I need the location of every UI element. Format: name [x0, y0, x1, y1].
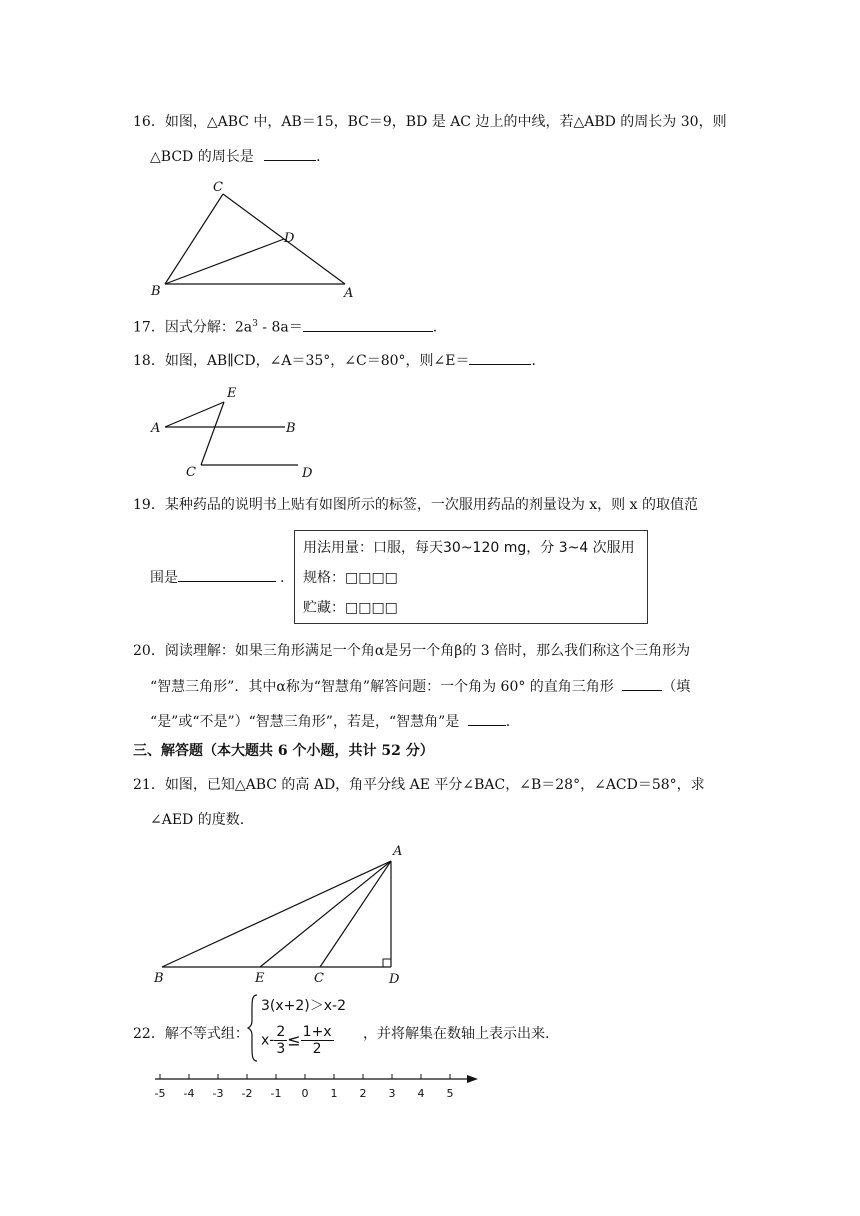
q18-label-d: D	[302, 466, 313, 481]
q21-line1: 21．如图，已知△ABC 的高 AD，角平分线 AE 平分∠BAC，∠B＝28°，∠ACD＝58°，求	[133, 777, 705, 793]
q21-label-d: D	[389, 972, 400, 987]
q16-label-c: C	[213, 180, 223, 195]
ineq2-relation: ≤	[287, 1030, 301, 1050]
q18-label-b: B	[286, 421, 296, 436]
q17-prefix: 17．因式分解：2a	[133, 319, 253, 336]
q21-triangle-figure	[145, 840, 415, 990]
q20-line1: 20．阅读理解：如果三角形满足一个角α是另一个角β的 3 倍时，那么我们称这个三角形为	[133, 643, 691, 659]
q18-line	[133, 350, 536, 371]
number-line-tick-label: 0	[301, 1087, 309, 1100]
q18-text: 18．如图，AB∥CD，∠A＝35°，∠C＝80°，则∠E＝	[133, 353, 470, 369]
q19-line1: 19．某种药品的说明书上贴有如图所示的标签，一次服用药品的剂量设为 x，则 x 的取值范	[133, 497, 698, 513]
q17-line	[133, 314, 437, 338]
q17-end: .	[432, 319, 438, 336]
q18-label-e: E	[227, 386, 237, 401]
q20-line2b: （填	[662, 679, 691, 695]
q17-exponent: 3	[252, 319, 258, 329]
q21-label-c: C	[314, 971, 324, 986]
number-line-tick-label: 1	[330, 1087, 338, 1100]
frac2-num: 1+x	[302, 1024, 332, 1040]
q21-label-e: E	[255, 971, 265, 986]
q20-blank-2	[468, 711, 506, 726]
label-dosage-row: 用法用量：口服，每天30~120 mg，分 3~4 次服用	[303, 540, 635, 556]
medicine-label-box	[294, 530, 648, 624]
q18-parallel-figure	[148, 380, 328, 455]
frac1-num: 2	[276, 1024, 286, 1040]
ineq2-fraction-1	[274, 1024, 287, 1057]
number-line	[145, 1068, 485, 1108]
q16-triangle-figure	[145, 178, 375, 303]
q19-line2-end: .	[280, 570, 285, 586]
q18-answer-blank	[469, 350, 531, 365]
label-storage-row: 贮藏：□□□□	[303, 600, 398, 616]
q16-answer-blank	[264, 146, 316, 161]
q20-line2a: “智慧三角形”．其中α称为“智慧角”解答问题：一个角为 60° 的直角三角形	[150, 679, 614, 695]
q18-label-a: A	[151, 421, 161, 436]
number-line-tick-label: 4	[417, 1087, 425, 1100]
q19-line2	[150, 567, 284, 588]
section-3-heading: 三、解答题（本大题共 6 个小题，共计 52 分）	[133, 743, 434, 759]
inequality-1: 3(x+2)＞x-2	[261, 998, 346, 1014]
q17-answer-blank	[303, 317, 433, 332]
ineq2-left: x-	[261, 1032, 275, 1049]
q19-line2-text: 围是	[150, 570, 178, 586]
q21-line2: ∠AED 的度数.	[150, 812, 245, 828]
q16-label-d: D	[284, 231, 295, 246]
number-line-tick-label: -1	[270, 1087, 282, 1100]
number-line-tick-label: -4	[183, 1087, 195, 1100]
q21-label-b: B	[154, 971, 164, 986]
q18-label-c: C	[186, 465, 196, 480]
number-line-tick-label: -2	[241, 1087, 253, 1100]
inequality-2	[261, 1024, 334, 1057]
frac1-den: 3	[276, 1041, 286, 1057]
q18-end: .	[531, 353, 536, 369]
q20-line2	[150, 676, 690, 697]
q16-label-a: A	[344, 286, 354, 301]
ineq2-fraction-2	[301, 1024, 334, 1057]
frac2-den: 2	[312, 1041, 322, 1057]
number-line-tick-label: 3	[388, 1087, 396, 1100]
q20-line3a: “是”或“不是”）“智慧三角形”，若是，“智慧角”是	[150, 714, 460, 730]
arrow-right-icon	[467, 1075, 478, 1083]
number-line-tick-label: -3	[212, 1087, 224, 1100]
number-line-tick-label: 2	[359, 1087, 367, 1100]
q19-answer-blank	[178, 567, 276, 582]
q16-line2	[150, 146, 321, 167]
number-line-tick-label: 5	[446, 1087, 454, 1100]
q20-line3	[150, 711, 510, 732]
q21-label-a: A	[393, 844, 403, 859]
number-line-tick-label: -5	[154, 1087, 166, 1100]
q17-mid: - 8a＝	[257, 319, 303, 336]
q16-line1: 16．如图，△ABC 中，AB＝15，BC＝9，BD 是 AC 边上的中线，若△ABD 的周长为 30，则	[133, 114, 727, 130]
system-brace	[247, 993, 259, 1063]
q16-line2-text: △BCD 的周长是	[150, 149, 254, 165]
q22-prefix: 22．解不等式组：	[133, 1026, 249, 1042]
q20-line3b: .	[505, 714, 511, 730]
q22-suffix: ，并将解集在数轴上表示出来.	[363, 1026, 550, 1042]
label-spec-row: 规格：□□□□	[303, 570, 398, 586]
q20-blank-1	[622, 676, 662, 691]
q16-line2-end: .	[316, 149, 321, 165]
q16-label-b: B	[151, 284, 161, 299]
